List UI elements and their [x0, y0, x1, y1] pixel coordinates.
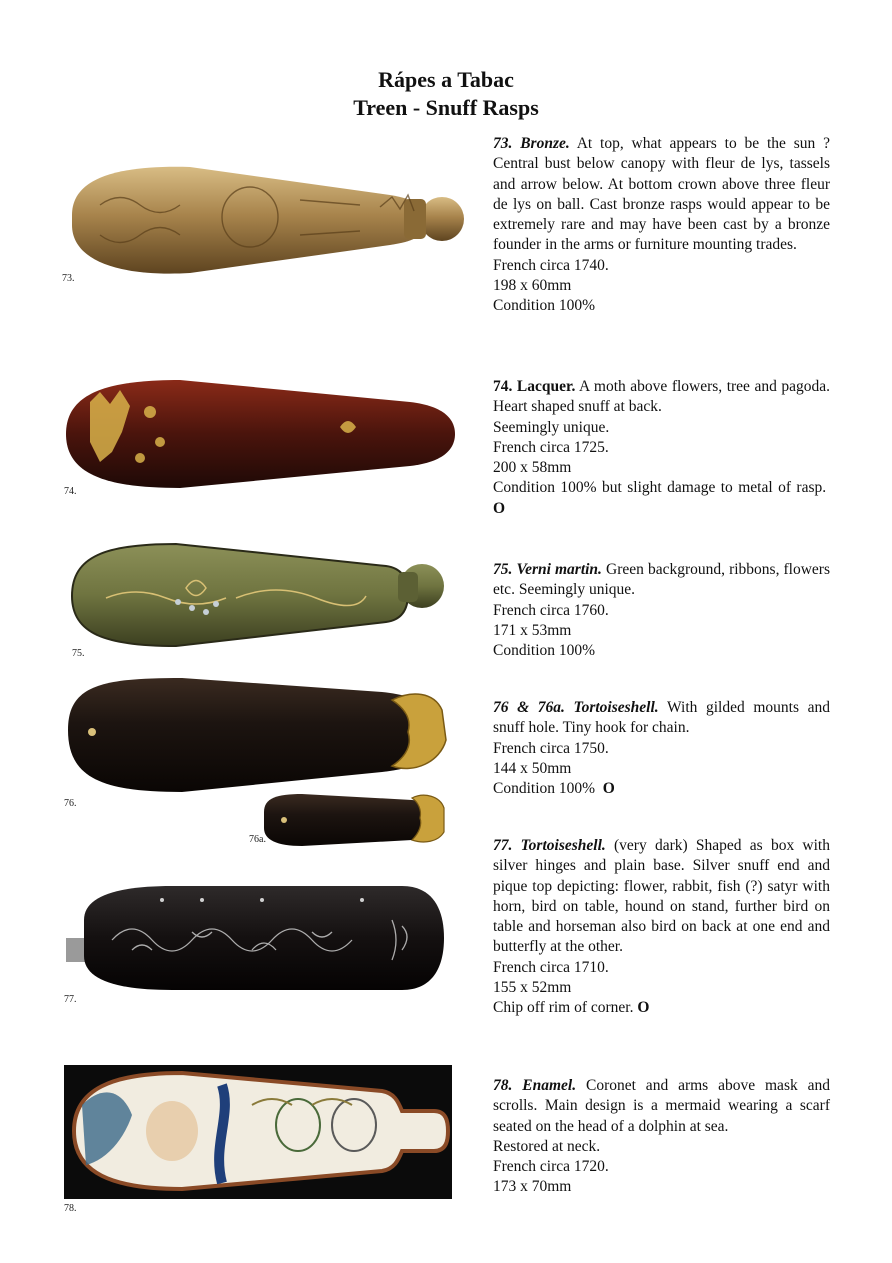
item-73-condition: Condition 100% [493, 297, 596, 315]
item-78-heading: 78. Enamel. [493, 1077, 577, 1094]
fig-label-75: 75. [72, 648, 85, 659]
item-74-heading: 74. Lacquer. [493, 378, 576, 395]
item-75-origin: French circa 1760. [493, 601, 609, 619]
item-77-size: 155 x 52mm [493, 979, 572, 997]
item-78-origin: French circa 1720. [493, 1158, 609, 1176]
item-74-mark: O [493, 499, 506, 517]
item-76-heading: 76 & 76a. Tortoiseshell. [493, 699, 659, 716]
item-74-extra: Seemingly unique. [493, 418, 610, 436]
item-76-description [493, 698, 830, 799]
item-77-mark: O [637, 999, 650, 1017]
pique-tortoiseshell-rasp-image [62, 880, 472, 1008]
item-76-condition: Condition 100% [493, 780, 596, 798]
item-77-origin: French circa 1710. [493, 958, 609, 976]
tortoiseshell-rasp-image [62, 670, 472, 850]
fig-label-73: 73. [62, 273, 75, 284]
fig-label-77: 77. [64, 994, 77, 1005]
item-73-origin: French circa 1740. [493, 256, 609, 274]
item-78-description [493, 1076, 830, 1198]
item-77-condition: Chip off rim of corner. [493, 999, 634, 1017]
fig-label-76a: 76a. [249, 834, 266, 845]
item-73-text: At top, what appears to be the sun ? Central bust below canopy with fleur de lys, tassels and arrow below. At bottom crown above three fleur de lys on ball. Cast bronze rasps would appear to be extremely rare and may have been cast by a bronze founder in the arms or furniture mounting trades. [493, 135, 830, 254]
item-75-condition: Condition 100% [493, 642, 596, 660]
item-75-text: Green background, ribbons, flowers etc. Seemingly unique. [493, 561, 831, 599]
item-77-heading: 77. Tortoiseshell. [493, 837, 606, 854]
item-75-size: 171 x 53mm [493, 621, 572, 639]
page-title: Rápes a Tabac [378, 67, 514, 92]
item-76-mark: O [602, 780, 615, 798]
item-74-condition: Condition 100% but slight damage to metal of rasp. [493, 479, 827, 497]
fig-label-76: 76. [64, 798, 77, 809]
fig-label-74: 74. [64, 486, 77, 497]
lacquer-rasp-image [60, 372, 470, 498]
enamel-rasp-image [62, 1065, 454, 1215]
verni-martin-rasp-image [66, 538, 466, 660]
item-78-extra: Restored at neck. [493, 1137, 601, 1155]
item-74-text: A moth above flowers, tree and pagoda. Heart shaped snuff at back. [493, 378, 831, 416]
item-78-text: Coronet and arms above mask and scrolls. Main design is a mermaid wearing a scarf seated on the head of a dolphin at sea. [493, 1077, 830, 1135]
item-74-size: 200 x 58mm [493, 459, 572, 477]
item-76-size: 144 x 50mm [493, 759, 572, 777]
item-75-heading: 75. Verni martin. [493, 561, 602, 578]
item-75-description [493, 560, 830, 661]
item-73-description [493, 134, 830, 317]
item-74-description [493, 377, 830, 519]
item-76-origin: French circa 1750. [493, 739, 609, 757]
item-76-text: With gilded mounts and snuff hole. Tiny hook for chain. [493, 699, 830, 737]
item-77-text: (very dark) Shaped as box with silver hinges and plain base. Silver snuff end and pique top depicting: flower, rabbit, fish (?) satyr with horn, bird on table, hound on stand, further bird on table and horseman also bird on back at one end and butterfly at the other. [493, 837, 830, 956]
item-74-origin: French circa 1725. [493, 438, 609, 456]
item-78-size: 173 x 70mm [493, 1178, 572, 1196]
item-77-description [493, 836, 830, 1019]
item-73-size: 198 x 60mm [493, 277, 572, 295]
page-subtitle: Treen - Snuff Rasps [353, 95, 539, 120]
item-73-heading: 73. Bronze. [493, 135, 570, 152]
fig-label-78: 78. [64, 1203, 77, 1214]
bronze-rasp-image [60, 155, 470, 285]
